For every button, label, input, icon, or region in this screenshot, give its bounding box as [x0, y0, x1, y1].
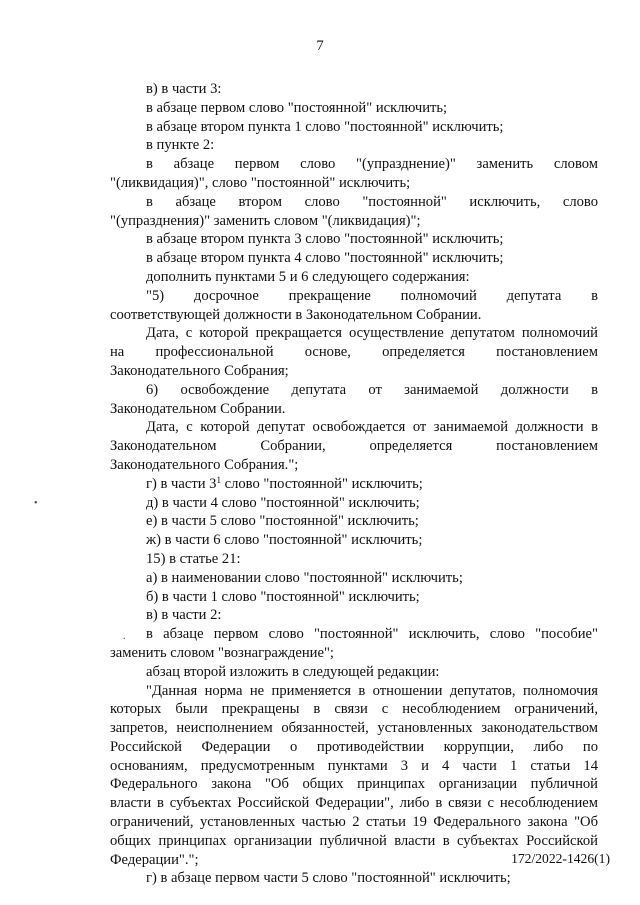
text-line: Федерального закона "Об общих принципах организации публичной	[110, 776, 598, 793]
text-line: "(упразднения)" заменить словом "(ликвидация)";	[110, 212, 421, 229]
text-fragment: г) в части 3	[146, 475, 217, 492]
text-line: 15) в статье 21:	[146, 550, 241, 567]
text-line: "Данная норма не применяется в отношении депутатов, полномочия	[146, 682, 598, 699]
text-line: основаниям, предусмотренным пунктами 3 и 4 части 1 статьи 14	[110, 757, 598, 774]
document-body	[110, 80, 598, 888]
text-line: "5) досрочное прекращение полномочий депутата в	[146, 287, 598, 304]
text-line	[110, 475, 598, 494]
text-line: Законодательного Собрания.";	[110, 456, 299, 473]
text-line: д) в части 4 слово "постоянной" исключить;	[146, 494, 420, 511]
page-number: 7	[316, 38, 324, 54]
text-line: на профессиональной основе, определяется постановлением	[110, 344, 598, 361]
document-code: 172/2022-1426(1)	[511, 851, 610, 866]
text-line: Законодательном Собрании.	[110, 400, 286, 417]
scan-speck: •	[34, 498, 38, 509]
text-line: абзац второй изложить в следующей редакции:	[146, 663, 440, 680]
text-line: г) в абзаце первом части 5 слово "постоянной" исключить;	[146, 870, 511, 887]
text-line: в абзаце втором пункта 3 слово "постоянной" исключить;	[146, 231, 504, 248]
superscript: 1	[216, 474, 221, 485]
text-line: Законодательного Собрания;	[110, 362, 289, 379]
text-line: заменить словом "вознаграждение";	[110, 644, 334, 661]
text-line: Российской Федерации о противодействии коррупции, либо по	[110, 738, 598, 755]
text-line: б) в части 1 слово "постоянной" исключить;	[146, 588, 420, 605]
text-line: Федерации".";	[110, 851, 199, 868]
text-line: 6) освобождение депутата от занимаемой должности в	[146, 381, 598, 398]
text-line: в пункте 2:	[146, 137, 215, 154]
text-line: в) в части 2:	[146, 607, 222, 624]
text-line: соответствующей должности в Законодательном Собрании.	[110, 306, 482, 323]
text-line: ж) в части 6 слово "постоянной" исключить;	[146, 532, 423, 549]
text-line: дополнить пунктами 5 и 6 следующего содержания:	[146, 268, 470, 285]
text-line: в абзаце первом слово "постоянной" исключить;	[146, 99, 448, 116]
text-line: в абзаце втором слово "постоянной" исключить, слово	[146, 193, 598, 210]
scan-speck: .	[123, 631, 126, 642]
text-line: е) в части 5 слово "постоянной" исключить;	[146, 513, 419, 530]
text-line: в) в части 3:	[146, 81, 222, 97]
text-line: Дата, с которой депутат освобождается от занимаемой должности в	[146, 419, 598, 436]
text-line: Дата, с которой прекращается осуществление депутатом полномочий	[146, 325, 598, 342]
text-line: в абзаце втором пункта 4 слово "постоянной" исключить;	[146, 250, 504, 267]
text-line: ограничений, установленных частью 2 статьи 19 Федерального закона "Об	[110, 814, 598, 831]
text-line: в абзаце первом слово "постоянной" исключить, слово "пособие"	[146, 626, 598, 643]
text-line: а) в наименовании слово "постоянной" исключить;	[146, 569, 463, 586]
text-line: общих принципах организации публичной власти в субъектах Российской	[110, 832, 598, 849]
text-line: запретов, неисполнением обязанностей, установленных законодательством	[110, 720, 598, 737]
text-line: "(ликвидация)", слово "постоянной" исключить;	[110, 174, 411, 191]
text-line: Законодательном Собрании, определяется постановлением	[110, 438, 598, 455]
text-line: в абзаце первом слово "(упразднение)" заменить словом	[146, 156, 598, 173]
text-line: в абзаце втором пункта 1 слово "постоянной" исключить;	[146, 118, 504, 135]
text-line: которых были прекращены в связи с несоблюдением ограничений,	[110, 701, 598, 718]
text-fragment: слово "постоянной" исключить;	[220, 475, 423, 492]
text-line: власти в субъектах Российской Федерации", либо в связи с несоблюдением	[110, 795, 598, 812]
